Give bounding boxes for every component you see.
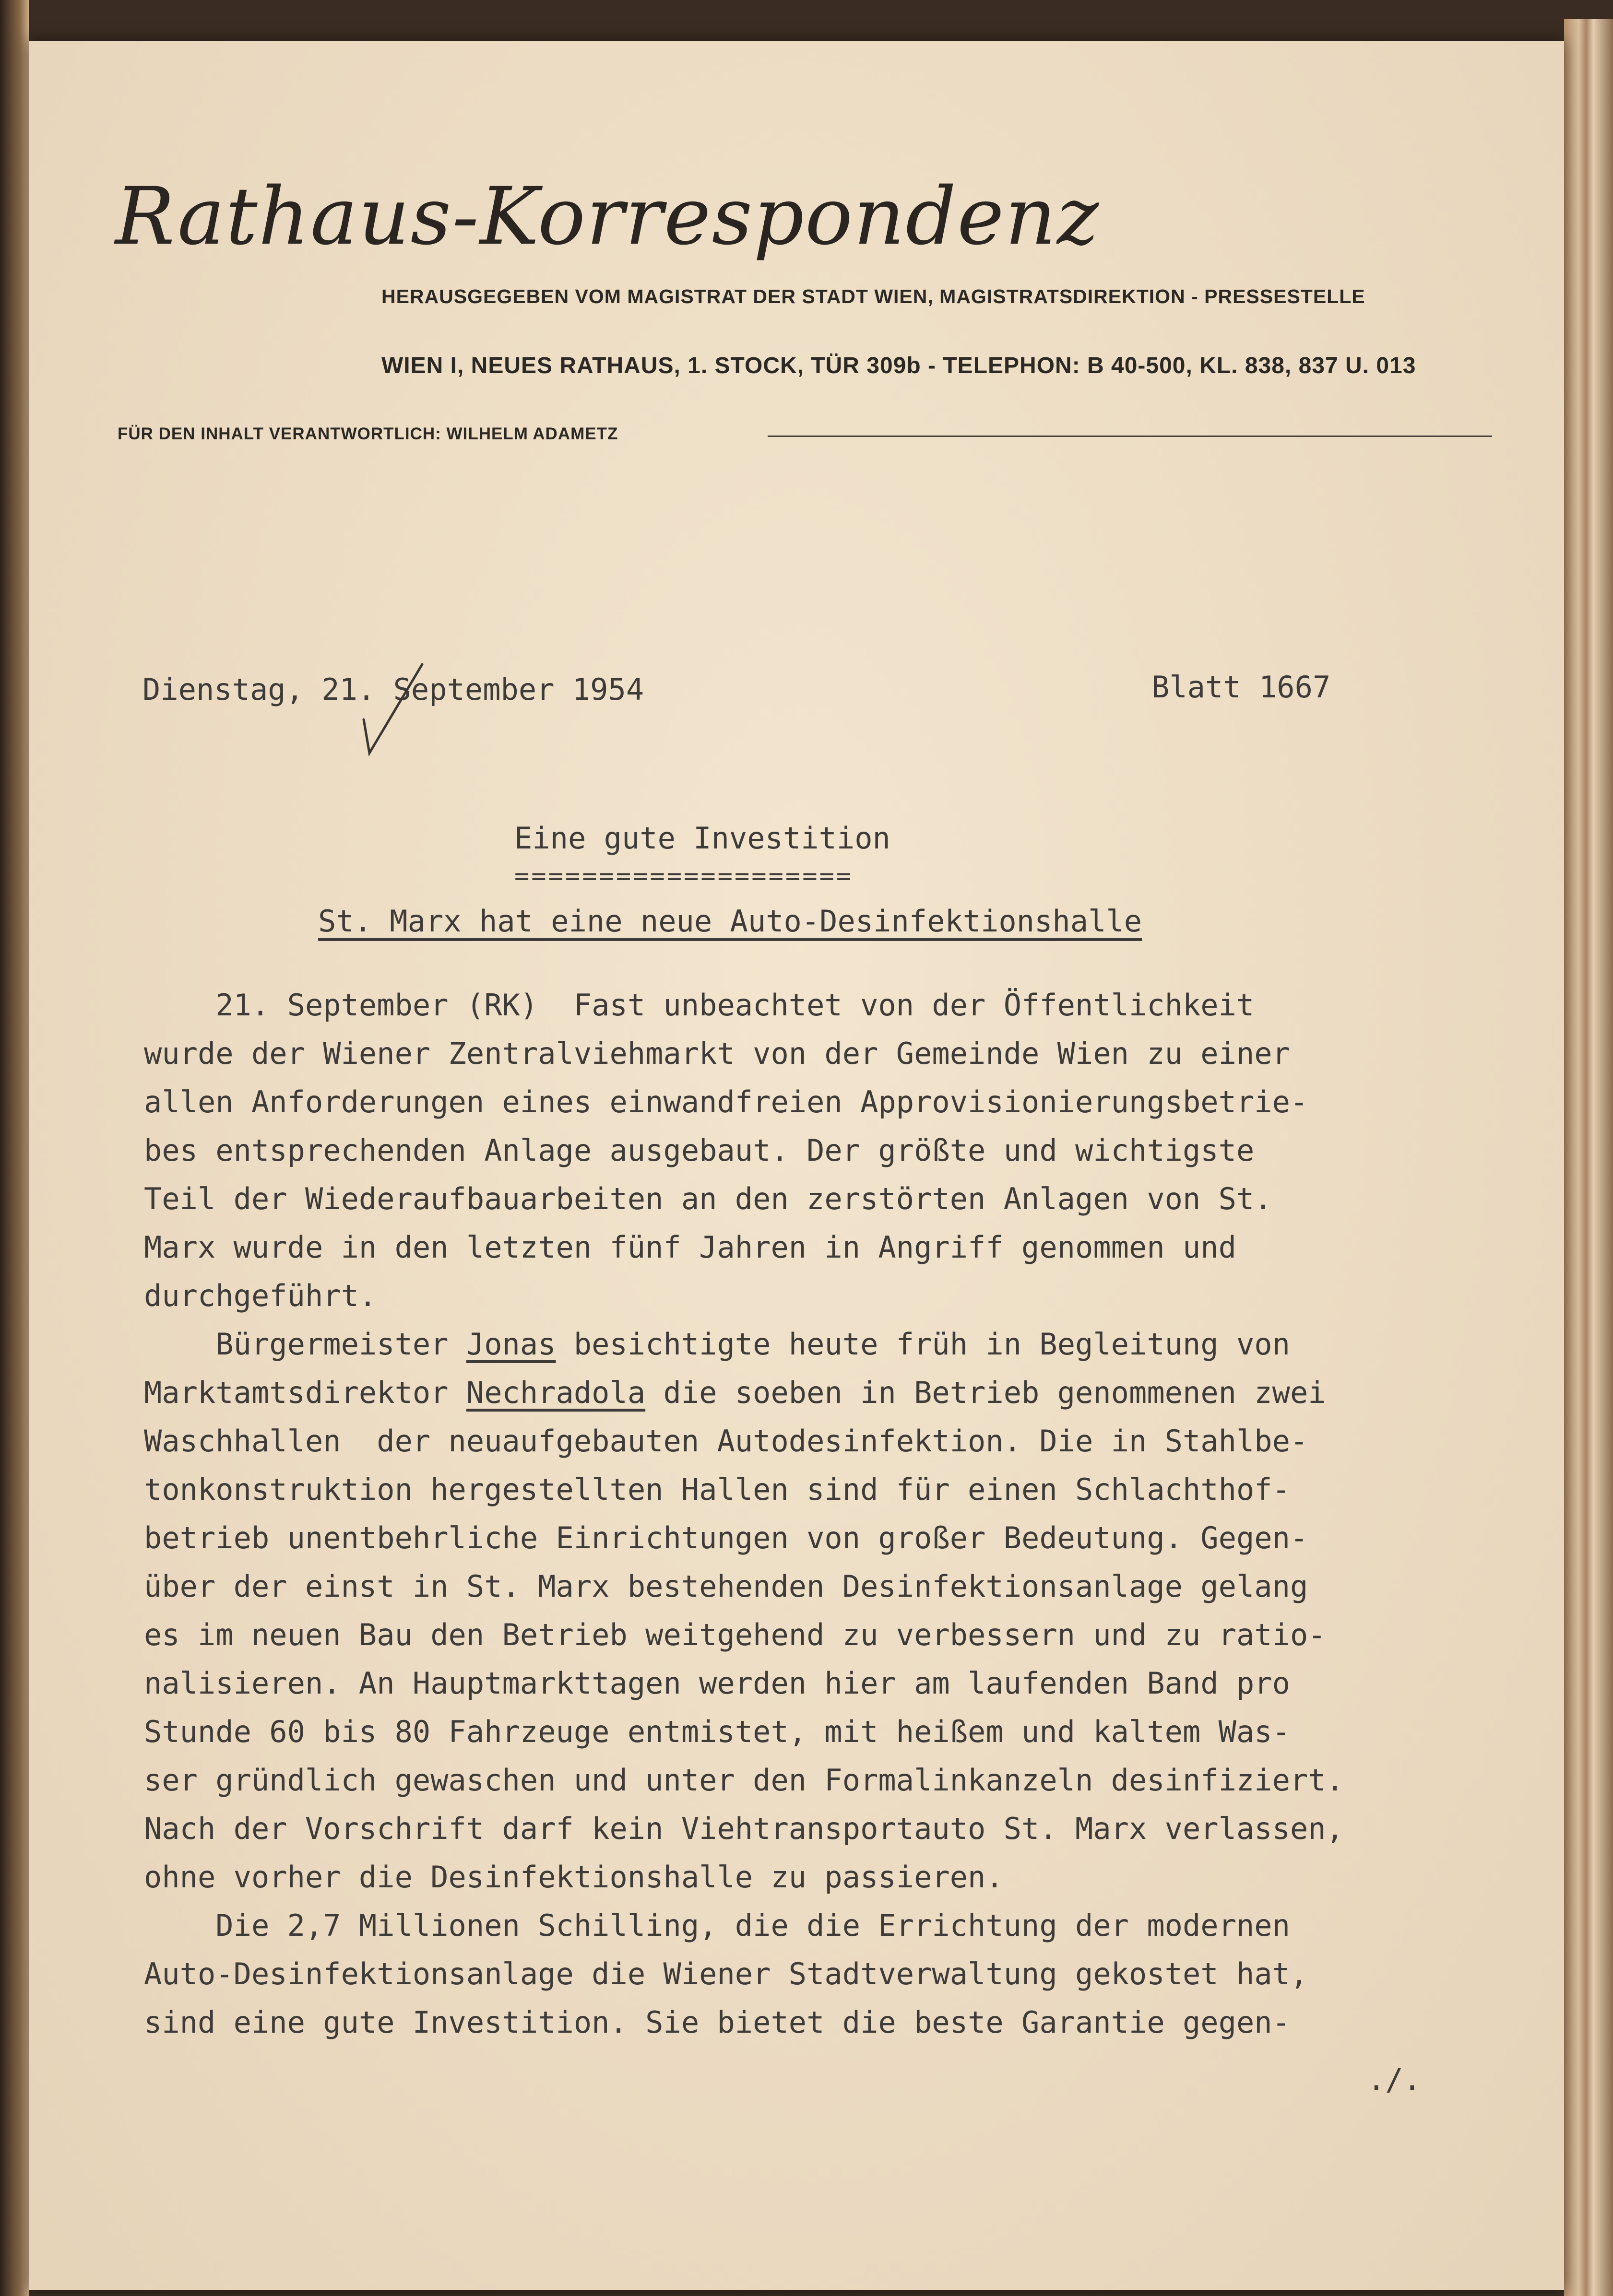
- book-binding-edge: [0, 0, 29, 2296]
- masthead-address: WIEN I, NEUES RATHAUS, 1. STOCK, TÜR 309b - TELEPHON: B 40-500, KL. 838, 837 U. 013: [381, 353, 1416, 378]
- body-line: betrieb unentbehrliche Einrichtungen von großer Bedeutung. Gegen-: [144, 1520, 1308, 1555]
- body-line: Teil der Wiederaufbauarbeiten an den zerstörten Anlagen von St.: [144, 1181, 1272, 1216]
- masthead-responsible: FÜR DEN INHALT VERANTWORTLICH: WILHELM ADAMETZ: [118, 424, 618, 443]
- body-line-start: Bürgermeister: [144, 1327, 466, 1362]
- body-line-start: Marktamtsdirektor: [144, 1375, 466, 1410]
- title-underline: ====================: [514, 862, 854, 891]
- name-jonas: Jonas: [466, 1327, 556, 1362]
- body-line: sind eine gute Investition. Sie bietet die beste Garantie gegen-: [144, 2005, 1290, 2040]
- body-line: Stunde 60 bis 80 Fahrzeuge entmistet, mit heißem und kaltem Was-: [144, 1714, 1290, 1749]
- date-line: Dienstag, 21. September 1954: [142, 672, 644, 707]
- article-subtitle: St. Marx hat eine neue Auto-Desinfektionshalle: [318, 904, 1142, 939]
- body-line: wurde der Wiener Zentralviehmarkt von der Gemeinde Wien zu einer: [144, 1036, 1290, 1071]
- body-line: Nach der Vorschrift darf kein Viehtransportauto St. Marx verlassen,: [144, 1811, 1344, 1846]
- name-nechradola: Nechradola: [466, 1375, 646, 1410]
- body-line-end: besichtigte heute früh in Begleitung von: [556, 1327, 1290, 1362]
- body-line-end: die soeben in Betrieb genommenen zwei: [645, 1375, 1326, 1410]
- body-line: ser gründlich gewaschen und unter den Formalinkanzeln desinfiziert.: [144, 1763, 1344, 1798]
- body-line: ohne vorher die Desinfektionshalle zu passieren.: [144, 1860, 1004, 1895]
- handwritten-check-mark: [360, 662, 427, 758]
- masthead-publisher: HERAUSGEGEBEN VOM MAGISTRAT DER STADT WIEN, MAGISTRATSDIREKTION - PRESSESTELLE: [381, 285, 1365, 307]
- body-line: tonkonstruktion hergestellten Hallen sind für einen Schlachthof-: [144, 1472, 1290, 1507]
- body-line: bes entsprechenden Anlage ausgebaut. Der größte und wichtigste: [144, 1133, 1255, 1168]
- body-line: 21. September (RK) Fast unbeachtet von der Öffentlichkeit: [144, 988, 1255, 1023]
- body-line: durchgeführt.: [144, 1278, 377, 1313]
- body-line: Waschhallen der neuaufgebauten Autodesinfektion. Die in Stahlbe-: [144, 1424, 1308, 1459]
- body-line: [144, 1327, 1290, 1362]
- continuation-mark: ./.: [1367, 2062, 1421, 2097]
- article-title: Eine gute Investition: [514, 821, 890, 856]
- masthead-rule: [768, 436, 1492, 437]
- document-page: [29, 41, 1564, 2290]
- body-line: Auto-Desinfektionsanlage die Wiener Stadtverwaltung gekostet hat,: [144, 1956, 1308, 1991]
- body-line: Die 2,7 Millionen Schilling, die die Errichtung der modernen: [144, 1908, 1290, 1943]
- article-body: [144, 988, 1344, 2040]
- page-stack-edge: [1564, 19, 1613, 2296]
- body-line: Marx wurde in den letzten fünf Jahren in Angriff genommen und: [144, 1230, 1236, 1265]
- body-line: über der einst in St. Marx bestehenden Desinfektionsanlage gelang: [144, 1569, 1308, 1604]
- masthead-title: Rathaus-Korrespondenz: [115, 170, 1100, 262]
- sheet-number: Blatt 1667: [1151, 670, 1331, 705]
- body-line: allen Anforderungen eines einwandfreien Approvisionierungsbetrie-: [144, 1084, 1308, 1119]
- body-line: [144, 1375, 1326, 1410]
- body-line: nalisieren. An Hauptmarkttagen werden hier am laufenden Band pro: [144, 1666, 1290, 1701]
- body-line: es im neuen Bau den Betrieb weitgehend zu verbessern und zu ratio-: [144, 1617, 1326, 1652]
